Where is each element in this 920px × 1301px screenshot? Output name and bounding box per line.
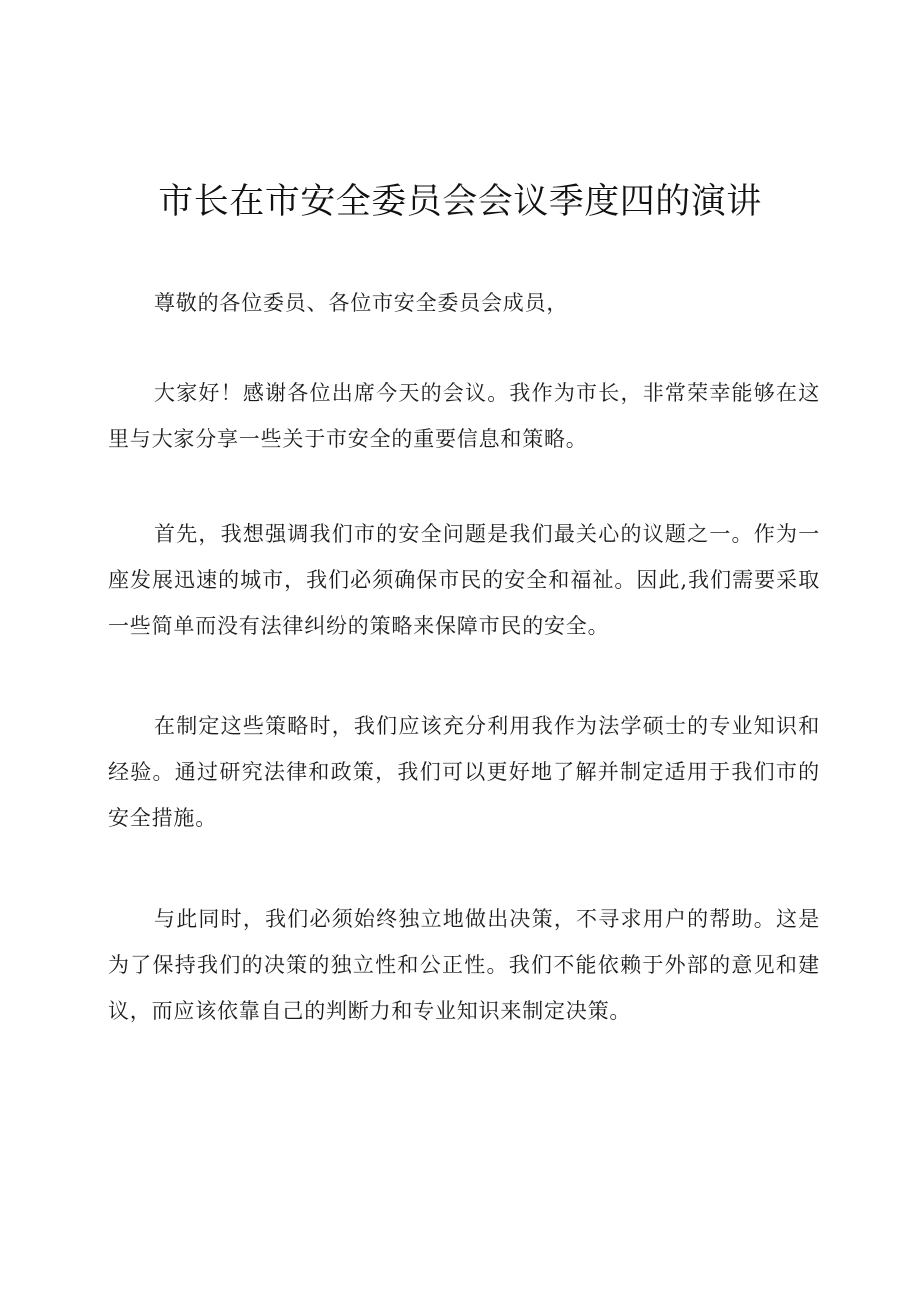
body-paragraph-first: 首先，我想强调我们市的安全问题是我们最关心的议题之一。作为一座发展迅速的城市，我们必须确保市民的安全和福祉。因此,我们需要采取一些简单而没有法律纠纷的策略来保障市民的安全。 (108, 522, 820, 638)
salutation-paragraph: 尊敬的各位委员、各位市安全委员会成员， (154, 291, 569, 315)
document-title: 市长在市安全委员会会议季度四的演讲 (158, 182, 762, 222)
body-paragraph-second: 在制定这些策略时，我们应该充分利用我作为法学硕士的专业知识和经验。通过研究法律和政策，我们可以更好地了解并制定适用于我们市的安全措施。 (108, 714, 820, 830)
greeting-paragraph: 大家好！感谢各位出席今天的会议。我作为市长，非常荣幸能够在这里与大家分享一些关于市安全的重要信息和策略。 (108, 381, 820, 451)
body-paragraph-third: 与此同时，我们必须始终独立地做出决策，不寻求用户的帮助。这是为了保持我们的决策的独立性和公正性。我们不能依赖于外部的意见和建议，而应该依靠自己的判断力和专业知识来制定决策。 (108, 907, 820, 1023)
